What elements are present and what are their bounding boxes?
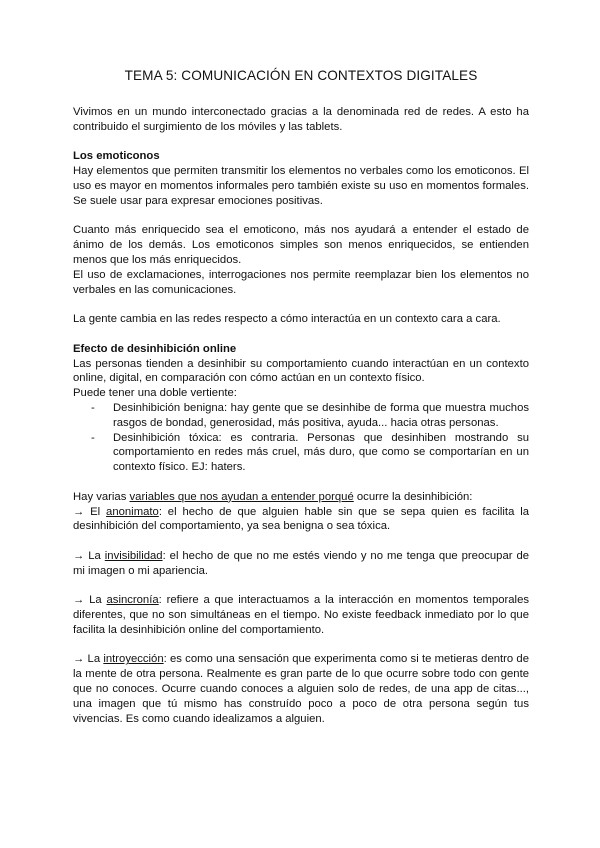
term-invisibilidad: invisibilidad: [104, 549, 163, 562]
document-title: TEMA 5: COMUNICACIÓN EN CONTEXTOS DIGITALES: [124, 68, 478, 83]
arrow-prefix: → La: [73, 653, 104, 666]
section-heading-emoticonos: Los emoticonos: [73, 150, 160, 163]
term-asincronia: asincronía: [106, 594, 159, 607]
document-page: [73, 68, 529, 726]
term-introyeccion: introyección: [103, 653, 164, 666]
emoticonos-paragraph-2: Cuanto más enriquecido sea el emoticono, más nos ayudará a entender el estado de ánimo de los demás. Los emoticonos simples son menos enriquecidos, se entienden menos que los más enriquecidos.: [73, 224, 529, 266]
section-heading-desinhibicion: Efecto de desinhibición online: [73, 342, 237, 355]
list-item-toxica: - Desinhibición tóxica: es contraria. Personas que desinhiben mostrando su comportamiento en redes más cruel, más duro, que como se comportarían en un contexto físico. EJ: haters.: [113, 431, 529, 475]
variable-asincronia: [73, 593, 529, 637]
variables-lead: [73, 490, 529, 505]
desinhibicion-paragraph-2: Puede tener una doble vertiente:: [73, 387, 237, 400]
desinhibicion-list: [73, 401, 529, 475]
list-item-benigna: - Desinhibición benigna: hay gente que se desinhibe de forma que muestra muchos rasgos de bondad, generosidad, más positiva, ayuda... hacia otras personas.: [113, 401, 529, 431]
variable-introyeccion: [73, 652, 529, 726]
emoticonos-paragraph-4: La gente cambia en las redes respecto a cómo interactúa en un contexto cara a cara.: [73, 313, 501, 326]
intro-paragraph: Vivimos en un mundo interconectado gracias a la denominada red de redes. A esto ha contribuido el surgimiento de los móviles y las tablets.: [73, 106, 529, 133]
variables-lead-post: ocurre la desinhibición:: [353, 490, 473, 503]
emoticonos-paragraph-3: El uso de exclamaciones, interrogaciones nos permite reemplazar bien los elementos no verbales en las comunicaciones.: [73, 268, 529, 296]
invisibilidad-text: : el hecho de que no me estés viendo y no me tenga que preocupar de mi imagen o mi apariencia.: [73, 549, 530, 577]
variable-invisibilidad: [73, 549, 529, 579]
anonimato-text: : el hecho de que alguien hable sin que se sepa quien es facilita la desinhibición del comportamiento, ya sea benigna o sea tóxica.: [73, 505, 529, 533]
variable-anonimato: [73, 505, 529, 535]
introyeccion-text: : es como una sensación que experimenta como si te metieras dentro de la mente de otra persona. Realmente es gran parte de lo que ocurre sobre todo con gente que no conoces. Ocurre cuando conoces a alguien solo de redes, de una app de citas..., una imagen que tú mismo has construído poco a poco de otra persona según tus vivencias. Es como cuando idealizamos a alguien.: [73, 653, 529, 725]
arrow-prefix: → El: [73, 505, 107, 518]
variables-lead-pre: Hay varias: [73, 490, 130, 503]
arrow-prefix: → La: [73, 594, 107, 607]
variables-lead-underlined: variables que nos ayudan a entender porqué: [129, 490, 354, 503]
term-anonimato: anonimato: [106, 505, 159, 518]
emoticonos-paragraph-1: Hay elementos que permiten transmitir los elementos no verbales como los emoticonos. El uso es mayor en momentos informales pero también existe su uso en momentos formales. Se suele usar para expresar emociones positivas.: [73, 165, 529, 207]
arrow-prefix: → La: [73, 549, 105, 562]
desinhibicion-paragraph-1: Las personas tienden a desinhibir su comportamiento cuando interactúan en un contexto online, digital, en comparación con cómo actúan en un contexto físico.: [73, 357, 529, 385]
asincronia-text: : refiere a que interactuamos a la interacción en momentos temporales diferentes, que no son simultáneas en el tiempo. No existe feedback inmediato por lo que facilita la desinhibición online del comportamiento.: [73, 594, 530, 636]
